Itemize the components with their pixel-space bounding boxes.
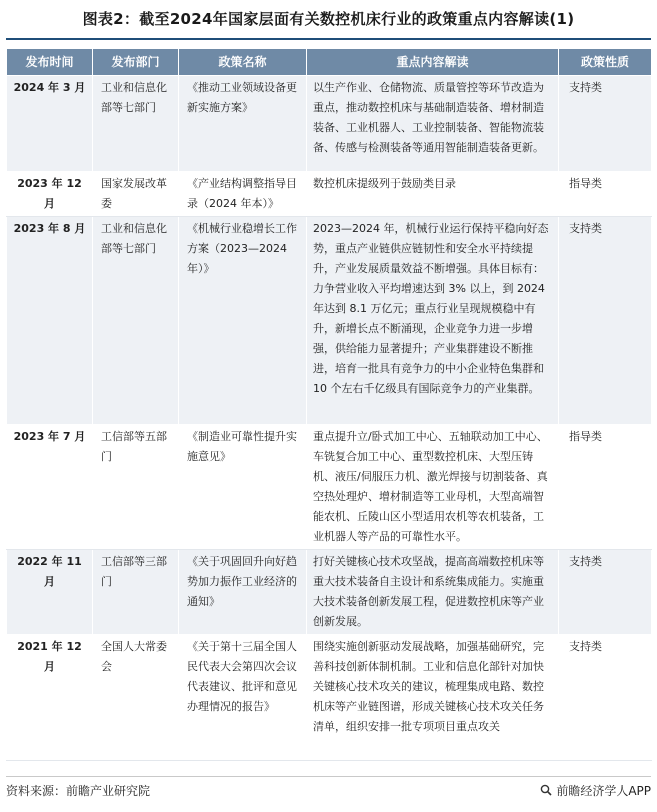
cell-date: 2023 年 7 月 — [7, 425, 93, 550]
cell-dept: 工信部等五部门 — [93, 425, 179, 550]
cell-name: 《机械行业稳增长工作方案（2023—2024年）》 — [179, 217, 307, 425]
cell-name: 《推动工业领域设备更新实施方案》 — [179, 76, 307, 172]
title-divider — [6, 38, 651, 40]
footer-divider — [6, 776, 651, 777]
cell-content: 以生产作业、仓储物流、质量管控等环节改造为重点，推动数控机床与基础制造装备、增材制造装备、工业机器人、工业控制装备、智能物流装备、传感与检测装备等通用智能制造装备更新。 — [307, 76, 559, 172]
header-type: 政策性质 — [559, 49, 652, 76]
cell-date: 2024 年 3 月 — [7, 76, 93, 172]
table-header-row — [7, 49, 652, 76]
cell-content: 围绕实施创新驱动发展战略，加强基础研究，完善科技创新体制机制。工业和信息化部针对加快关键核心技术攻关的建议，梳理集成电路、数控机床等产业链图谱，形成关键核心技术攻关任务清单，组织安排一批专项项目重点攻关 — [307, 635, 559, 761]
table-row — [7, 425, 652, 550]
cell-type: 支持类 — [559, 550, 652, 635]
cell-type: 指导类 — [559, 425, 652, 550]
cell-date: 2023 年 8 月 — [7, 217, 93, 425]
header-name: 政策名称 — [179, 49, 307, 76]
cell-dept: 工信部等三部门 — [93, 550, 179, 635]
cell-content: 2023—2024 年，机械行业运行保持平稳向好态势，重点产业链供应链韧性和安全水平持续提升，产业发展质量效益不断增强。具体目标有：力争营业收入平均增速达到 3% 以上，到 2024 年达到 8.1 万亿元；重点行业呈现规模稳中有升，新增长点不断涌现，企业竞争力进一步增强，供给能力显著提升；产业集群建设不断推进，培育一批具有竞争力的中小企业特色集群和 10 个左右千亿级具有国际竞争力的产业集群。 — [307, 217, 559, 425]
cell-name: 《制造业可靠性提升实施意见》 — [179, 425, 307, 550]
page-title: 图表2：截至2024年国家层面有关数控机床行业的政策重点内容解读(1) — [82, 10, 575, 28]
header-dept: 发布部门 — [93, 49, 179, 76]
cell-type: 指导类 — [559, 172, 652, 217]
cell-type: 支持类 — [559, 76, 652, 172]
table-row — [7, 172, 652, 217]
source-note: 资料来源：前瞻产业研究院 — [6, 784, 151, 798]
cell-type: 支持类 — [559, 635, 652, 761]
cell-type: 支持类 — [559, 217, 652, 425]
cell-dept: 工业和信息化部等七部门 — [93, 217, 179, 425]
table-row — [7, 76, 652, 172]
cell-dept: 工业和信息化部等七部门 — [93, 76, 179, 172]
cell-dept: 国家发展改革委 — [93, 172, 179, 217]
cell-content: 打好关键核心技术攻坚战，提高高端数控机床等重大技术装备自主设计和系统集成能力。实施重大技术装备创新发展工程，促进数控机床等产业创新发展。 — [307, 550, 559, 635]
cell-name: 《产业结构调整指导目录（2024 年本）》 — [179, 172, 307, 217]
magnifier-logo-icon — [540, 784, 552, 796]
cell-name: 《关于巩固回升向好趋势加力振作工业经济的通知》 — [179, 550, 307, 635]
cell-date: 2023 年 12 月 — [7, 172, 93, 217]
brand-name: 前瞻经济学人APP — [556, 784, 651, 798]
cell-name: 《关于第十三届全国人民代表大会第四次会议代表建议、批评和意见办理情况的报告》 — [179, 635, 307, 761]
cell-content: 数控机床提级列于鼓励类目录 — [307, 172, 559, 217]
header-content: 重点内容解读 — [307, 49, 559, 76]
policy-table — [6, 48, 652, 761]
table-row — [7, 635, 652, 761]
cell-date: 2022 年 11 月 — [7, 550, 93, 635]
header-date: 发布时间 — [7, 49, 93, 76]
table-row — [7, 550, 652, 635]
brand-credit — [540, 782, 651, 799]
cell-content: 重点提升立/卧式加工中心、五轴联动加工中心、车铣复合加工中心、重型数控机床、大型压铸机、液压/伺服压力机、激光焊接与切割装备、真空热处理炉、增材制造等工业母机，大型高端智能农机、丘陵山区小型适用农机等农机装备，工业机器人等产品的可靠性水平。 — [307, 425, 559, 550]
cell-dept: 全国人大常委会 — [93, 635, 179, 761]
cell-date: 2021 年 12 月 — [7, 635, 93, 761]
table-row — [7, 217, 652, 425]
